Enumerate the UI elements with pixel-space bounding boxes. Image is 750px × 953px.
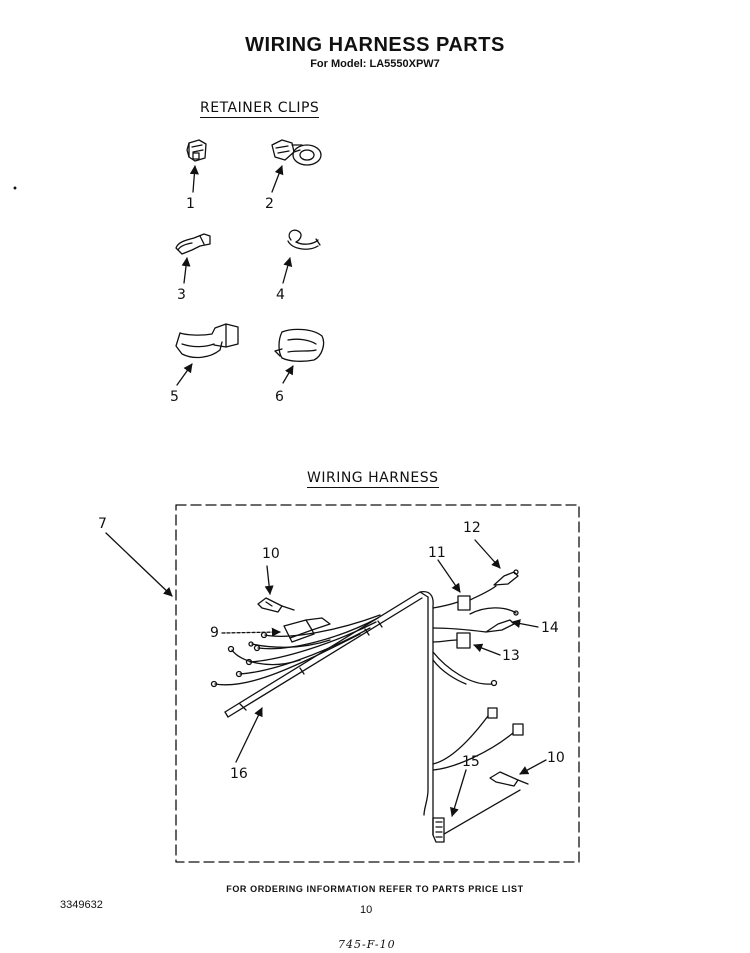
leader-clip-4	[283, 258, 290, 283]
leader-harness-10-bottom	[520, 760, 546, 774]
retainer-clip-4	[288, 230, 320, 249]
callout-clip-4: 4	[276, 287, 285, 303]
model-subtitle: For Model: LA5550XPW7	[310, 58, 440, 70]
callout-harness-9: 9	[210, 625, 219, 641]
leader-clip-5	[177, 364, 192, 385]
terminal-14	[433, 608, 518, 632]
terminal-10-bottom	[490, 772, 528, 786]
callout-harness-13: 13	[502, 648, 520, 664]
document-number: 3349632	[60, 899, 103, 911]
leader-harness-14	[512, 622, 538, 627]
leader-harness-9	[222, 632, 280, 633]
callout-harness-10-top: 10	[262, 546, 280, 562]
leader-harness-10-top	[267, 566, 270, 594]
leader-harness-11	[438, 560, 460, 592]
leader-harness-12	[475, 540, 500, 568]
terminal-10-top	[258, 598, 294, 612]
terminal-12	[494, 570, 518, 585]
callout-clip-1: 1	[186, 196, 195, 212]
leader-harness-13	[474, 645, 500, 655]
leader-clip-3	[184, 258, 187, 283]
retainer-clip-5	[176, 324, 238, 357]
leader-harness-16	[236, 708, 262, 762]
connector-13	[433, 633, 497, 686]
retainer-clip-6	[275, 329, 324, 361]
leader-harness-15	[452, 770, 466, 816]
lower-connectors	[433, 708, 523, 770]
leader-clip-2	[272, 166, 282, 192]
callout-harness-14: 14	[541, 620, 559, 636]
plug-15	[433, 790, 520, 842]
connector-11	[433, 586, 496, 610]
callout-harness-10-bottom: 10	[547, 750, 565, 766]
leader-clip-1	[193, 166, 195, 192]
retainer-clip-2	[272, 140, 321, 165]
section-retainer-clips: RETAINER CLIPS	[200, 100, 320, 116]
retainer-clip-1	[187, 140, 206, 161]
callout-clip-3: 3	[177, 287, 186, 303]
leader-clip-6	[283, 366, 293, 383]
callout-harness-15: 15	[462, 754, 480, 770]
handwritten-note: 745-F-10	[338, 938, 396, 951]
leader-harness-7	[106, 533, 172, 596]
harness-main-trunk	[225, 592, 433, 835]
ordering-note: FOR ORDERING INFORMATION REFER TO PARTS PRICE LIST	[226, 884, 524, 894]
callout-harness-16: 16	[230, 766, 248, 782]
callout-clip-6: 6	[275, 389, 284, 405]
callout-clip-5: 5	[170, 389, 179, 405]
section-wiring-harness: WIRING HARNESS	[307, 470, 439, 486]
callout-clip-2: 2	[265, 196, 274, 212]
callout-harness-12: 12	[463, 520, 481, 536]
connector-9	[284, 618, 330, 642]
callout-harness-7: 7	[98, 516, 107, 532]
page-title: WIRING HARNESS PARTS	[245, 34, 505, 56]
retainer-clip-3	[176, 234, 210, 254]
page-number: 10	[360, 904, 373, 916]
callout-harness-11: 11	[428, 545, 446, 561]
